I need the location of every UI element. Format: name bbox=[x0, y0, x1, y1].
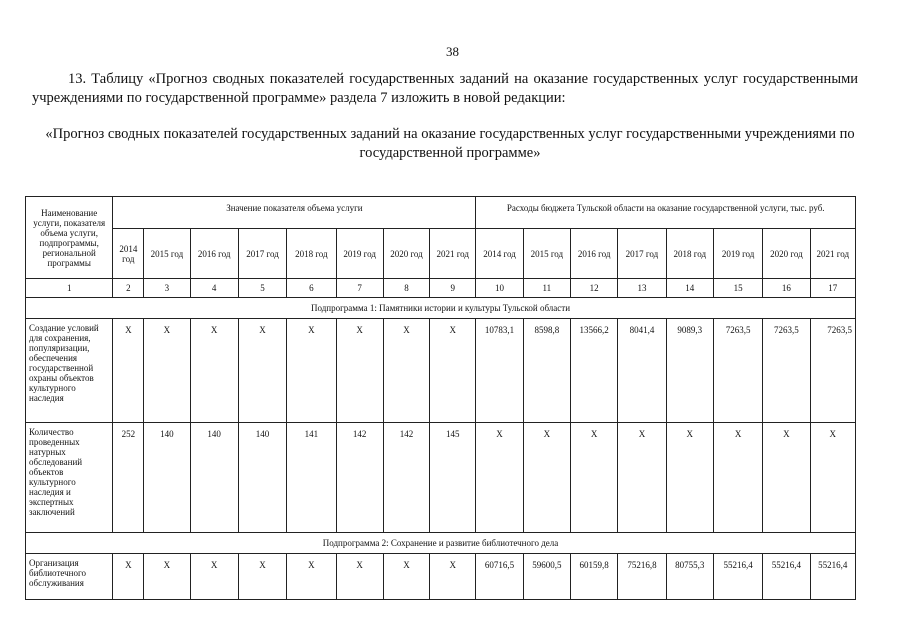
column-number: 16 bbox=[763, 279, 810, 298]
expense-cell: 13566,2 bbox=[570, 319, 617, 423]
volume-cell: Х bbox=[238, 319, 286, 423]
expense-cell: 80755,3 bbox=[666, 554, 713, 600]
year-expenses-header: 2019 год bbox=[713, 229, 762, 279]
volume-cell: Х bbox=[113, 319, 144, 423]
column-number: 17 bbox=[810, 279, 855, 298]
year-expenses-header: 2015 год bbox=[523, 229, 570, 279]
subprogram-row bbox=[26, 533, 856, 554]
table-row bbox=[26, 423, 856, 533]
year-expenses-header: 2020 год bbox=[763, 229, 810, 279]
volume-cell: Х bbox=[287, 554, 336, 600]
column-number: 5 bbox=[238, 279, 286, 298]
row-name: Создание условий для сохранения, популяризации, обеспечения государственной охраны объектов культурного наследия bbox=[26, 319, 113, 423]
volume-cell: Х bbox=[430, 554, 476, 600]
volume-cell: Х bbox=[144, 319, 190, 423]
column-number: 13 bbox=[618, 279, 666, 298]
subprogram-2-title: Подпрограмма 2: Сохранение и развитие библиотечного дела bbox=[26, 533, 856, 554]
column-number: 4 bbox=[190, 279, 238, 298]
year-expenses-header: 2017 год bbox=[618, 229, 666, 279]
expense-cell: 55216,4 bbox=[713, 554, 762, 600]
column-number: 11 bbox=[523, 279, 570, 298]
volume-cell: 140 bbox=[190, 423, 238, 533]
volume-cell: Х bbox=[113, 554, 144, 600]
volume-cell: Х bbox=[336, 319, 383, 423]
year-volume-header: 2014 год bbox=[113, 229, 144, 279]
volume-cell: 252 bbox=[113, 423, 144, 533]
expense-cell: 60716,5 bbox=[476, 554, 523, 600]
volume-cell: Х bbox=[383, 554, 429, 600]
expense-cell: 7263,5 bbox=[763, 319, 810, 423]
volume-cell: 142 bbox=[336, 423, 383, 533]
year-expenses-header: 2016 год bbox=[570, 229, 617, 279]
intro-paragraph: 13. Таблицу «Прогноз сводных показателей государственных заданий на оказание государственных услуг государственными учреждениями по государственной программе» раздела 7 изложить в новой редакции: bbox=[32, 71, 858, 106]
expense-cell: 75216,8 bbox=[618, 554, 666, 600]
volume-cell: Х bbox=[383, 319, 429, 423]
expense-cell: Х bbox=[523, 423, 570, 533]
row-name: Количество проведенных натурных обследований объектов культурного наследия и экспертных заключений bbox=[26, 423, 113, 533]
expense-cell: 60159,8 bbox=[570, 554, 617, 600]
expense-cell: 59600,5 bbox=[523, 554, 570, 600]
year-volume-header: 2019 год bbox=[336, 229, 383, 279]
table-row bbox=[26, 554, 856, 600]
expense-cell: Х bbox=[763, 423, 810, 533]
year-volume-header: 2015 год bbox=[144, 229, 190, 279]
expense-cell: 55216,4 bbox=[763, 554, 810, 600]
volume-cell: 141 bbox=[287, 423, 336, 533]
volume-cell: 145 bbox=[430, 423, 476, 533]
volume-cell: Х bbox=[287, 319, 336, 423]
year-volume-header: 2020 год bbox=[383, 229, 429, 279]
column-number: 15 bbox=[713, 279, 762, 298]
column-number: 2 bbox=[113, 279, 144, 298]
column-number: 6 bbox=[287, 279, 336, 298]
subprogram-1-title: Подпрограмма 1: Памятники истории и культуры Тульской области bbox=[26, 298, 856, 319]
row-name: Организация библиотечного обслуживания bbox=[26, 554, 113, 600]
expense-cell: 55216,4 bbox=[810, 554, 855, 600]
header-expenses-cell: Расходы бюджета Тульской области на оказание государственной услуги, тыс. руб. bbox=[476, 197, 856, 229]
expense-cell: Х bbox=[810, 423, 855, 533]
volume-cell: Х bbox=[190, 554, 238, 600]
column-number-row bbox=[26, 279, 856, 298]
year-expenses-header: 2021 год bbox=[810, 229, 855, 279]
column-number: 9 bbox=[430, 279, 476, 298]
expense-cell: 9089,3 bbox=[666, 319, 713, 423]
column-number: 7 bbox=[336, 279, 383, 298]
column-number: 14 bbox=[666, 279, 713, 298]
expense-cell: Х bbox=[476, 423, 523, 533]
volume-cell: 140 bbox=[144, 423, 190, 533]
expense-cell: 7263,5 bbox=[810, 319, 855, 423]
column-number: 12 bbox=[570, 279, 617, 298]
expense-cell: Х bbox=[666, 423, 713, 533]
volume-cell: Х bbox=[336, 554, 383, 600]
expense-cell: Х bbox=[618, 423, 666, 533]
header-name-cell: Наименование услуги, показателя объема услуги, подпрограммы, региональной программы bbox=[26, 197, 113, 279]
expense-cell: Х bbox=[713, 423, 762, 533]
document-title: «Прогноз сводных показателей государственных заданий на оказание государственных услуг государственными учреждениями по государственной программе» bbox=[45, 126, 855, 161]
forecast-table bbox=[25, 196, 856, 600]
volume-cell: Х bbox=[430, 319, 476, 423]
volume-cell: Х bbox=[144, 554, 190, 600]
volume-cell: Х bbox=[190, 319, 238, 423]
table-row bbox=[26, 319, 856, 423]
volume-cell: 140 bbox=[238, 423, 286, 533]
year-expenses-header: 2014 год bbox=[476, 229, 523, 279]
page-number: 38 bbox=[446, 44, 459, 59]
column-number: 3 bbox=[144, 279, 190, 298]
year-volume-header: 2016 год bbox=[190, 229, 238, 279]
volume-cell: Х bbox=[238, 554, 286, 600]
year-volume-header: 2021 год bbox=[430, 229, 476, 279]
column-number: 10 bbox=[476, 279, 523, 298]
year-volume-header: 2018 год bbox=[287, 229, 336, 279]
column-number: 1 bbox=[26, 279, 113, 298]
column-number: 8 bbox=[383, 279, 429, 298]
expense-cell: 10783,1 bbox=[476, 319, 523, 423]
expense-cell: Х bbox=[570, 423, 617, 533]
expense-cell: 8598,8 bbox=[523, 319, 570, 423]
volume-cell: 142 bbox=[383, 423, 429, 533]
expense-cell: 7263,5 bbox=[713, 319, 762, 423]
header-volume-cell: Значение показателя объема услуги bbox=[113, 197, 476, 229]
year-volume-header: 2017 год bbox=[238, 229, 286, 279]
expense-cell: 8041,4 bbox=[618, 319, 666, 423]
subprogram-row bbox=[26, 298, 856, 319]
year-expenses-header: 2018 год bbox=[666, 229, 713, 279]
